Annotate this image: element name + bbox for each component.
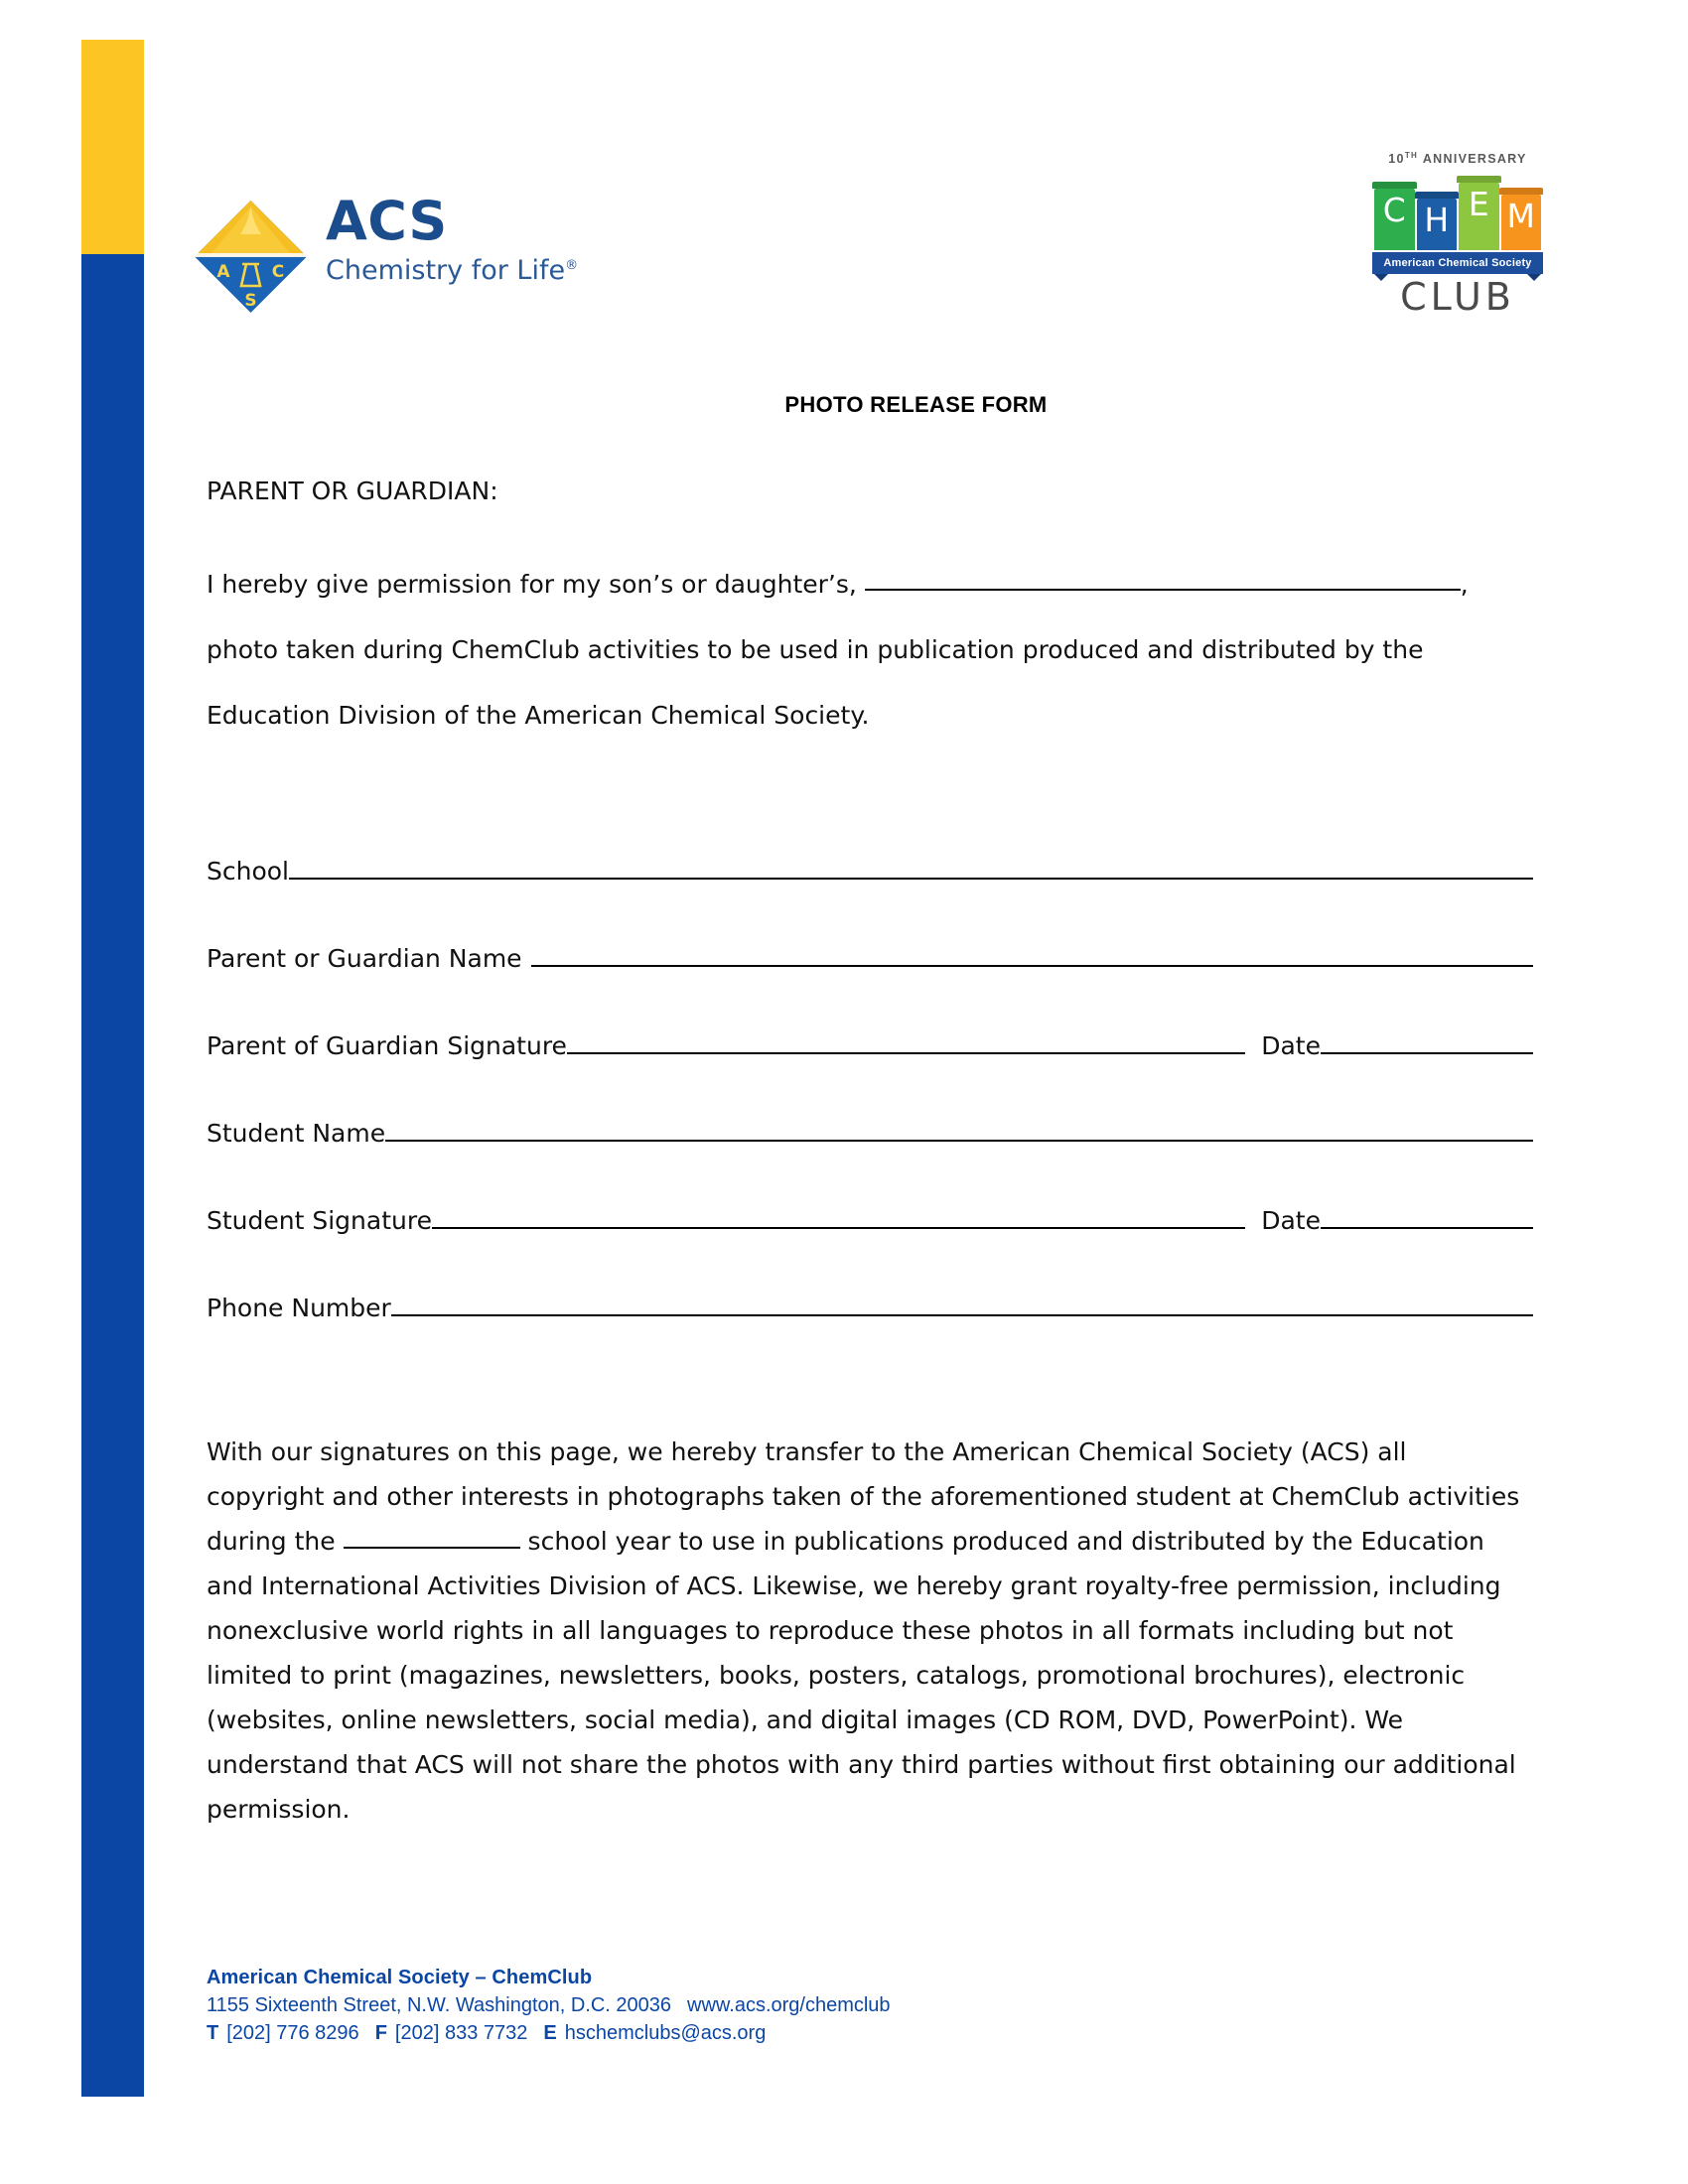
section-heading-parent-guardian: PARENT OR GUARDIAN: (207, 477, 498, 505)
left-color-bar (81, 40, 144, 2097)
field-row-student-name (207, 1118, 1533, 1205)
label-school: School (207, 857, 289, 886)
acs-tagline-registered-mark: ® (565, 258, 579, 273)
chemclub-beakers-group (1374, 175, 1541, 250)
anniversary-number: 10 (1388, 152, 1405, 167)
child-name-blank-line[interactable] (865, 589, 1461, 591)
input-student-date[interactable] (1321, 1205, 1533, 1229)
acs-logo (189, 187, 586, 316)
permission-line-2: photo taken during ChemClub activities to be used in publication produced and distributed by the (207, 635, 1424, 664)
acs-diamond-icon (189, 195, 313, 319)
field-row-phone-number (207, 1293, 1533, 1380)
acs-tagline (326, 250, 584, 287)
field-row-parent-signature (207, 1030, 1533, 1118)
copyright-transfer-paragraph (207, 1430, 1527, 1832)
input-student-name[interactable] (385, 1118, 1533, 1142)
svg-text:A: A (216, 262, 230, 282)
label-student-name: Student Name (207, 1119, 386, 1148)
transfer-text-part-2: school year to use in publications produced and distributed by the Education and International Activities Division of ACS. Likewise, we hereby grant royalty-free permission, including nonexclusive world rights in all languages to reproduce these photos in all formats including but not limited to print (magazines, newsletters, books, posters, catalogs, promotional brochures), electronic (websites, online newsletters, social media), and digital images (CD ROM, DVD, PowerPoint). We understand that ACS will not share the photos with any third parties without first obtaining our additional permission. (207, 1527, 1516, 1824)
chemclub-club-word: CLUB (1400, 275, 1515, 319)
beaker-m-letter: M (1506, 197, 1535, 235)
input-phone-number[interactable] (391, 1293, 1533, 1316)
input-student-signature[interactable] (432, 1205, 1245, 1229)
anniversary-ordinal: TH (1404, 151, 1419, 160)
label-student-signature: Student Signature (207, 1206, 432, 1235)
chemclub-anniversary-label (1368, 151, 1547, 166)
beaker-m-icon (1501, 195, 1542, 250)
footer-fax-label: F (374, 2022, 387, 2044)
footer-fax: [202] 833 7732 (394, 2022, 528, 2044)
label-parent-guardian-signature: Parent of Guardian Signature (207, 1031, 567, 1060)
permission-paragraph (207, 552, 1527, 749)
permission-line-1-comma: , (1460, 570, 1469, 599)
footer-address-line (207, 1991, 1398, 2019)
footer-contact-block (207, 1964, 1398, 2047)
acs-wordmark: ACS (326, 190, 448, 252)
footer-website-link[interactable]: www.acs.org/chemclub (687, 1994, 891, 2016)
field-row-school (207, 856, 1533, 943)
label-phone-number: Phone Number (207, 1294, 391, 1322)
field-row-parent-name (207, 943, 1533, 1030)
footer-organization: American Chemical Society – ChemClub (207, 1967, 593, 1988)
field-row-student-signature (207, 1205, 1533, 1293)
form-fields-section (207, 856, 1533, 1380)
beaker-h-icon (1417, 199, 1458, 250)
svg-text:C: C (271, 262, 285, 282)
label-parent-guardian-name: Parent or Guardian Name (207, 944, 522, 973)
sidebar-blue-segment (81, 254, 144, 2097)
footer-email-link[interactable]: hschemclubs@acs.org (564, 2022, 767, 2044)
intro-section (207, 477, 1527, 749)
beaker-e-icon (1459, 183, 1499, 250)
footer-phone: [202] 776 8296 (226, 2022, 359, 2044)
beaker-e-letter: E (1468, 185, 1489, 223)
label-parent-date: Date (1261, 1031, 1321, 1060)
label-student-date: Date (1261, 1206, 1321, 1235)
footer-contact-line (207, 2019, 1398, 2047)
input-school[interactable] (289, 856, 1533, 880)
svg-text:S: S (244, 291, 257, 311)
page-title: PHOTO RELEASE FORM (784, 392, 1048, 417)
permission-line-1: I hereby give permission for my son’s or daughter’s, (207, 570, 857, 599)
beaker-h-letter: H (1424, 201, 1450, 239)
transfer-text-part-1: With our signatures on this page, we hereby transfer to the American Chemical Society (ACS) all copyright and other interests in photographs taken of the aforementioned student at ChemClub activities during the (207, 1437, 1520, 1556)
input-parent-guardian-signature[interactable] (567, 1030, 1245, 1054)
footer-email-label: E (543, 2022, 557, 2044)
chemclub-logo (1368, 151, 1547, 322)
chemclub-banner: American Chemical Society (1372, 252, 1543, 274)
acs-wordmark-group (326, 190, 584, 287)
input-parent-date[interactable] (1321, 1030, 1533, 1054)
footer-phone-label: T (207, 2022, 219, 2044)
sidebar-gold-segment (81, 40, 144, 254)
input-parent-guardian-name[interactable] (531, 943, 1533, 967)
permission-line-3: Education Division of the American Chemical Society. (207, 701, 870, 730)
anniversary-word: ANNIVERSARY (1422, 152, 1527, 167)
acs-tagline-text: Chemistry for Life (326, 255, 566, 286)
school-year-blank-line[interactable] (344, 1547, 520, 1549)
beaker-c-icon (1374, 189, 1415, 250)
footer-address: 1155 Sixteenth Street, N.W. Washington, D.C. 20036 (207, 1994, 672, 2016)
beaker-c-letter: C (1382, 191, 1406, 229)
